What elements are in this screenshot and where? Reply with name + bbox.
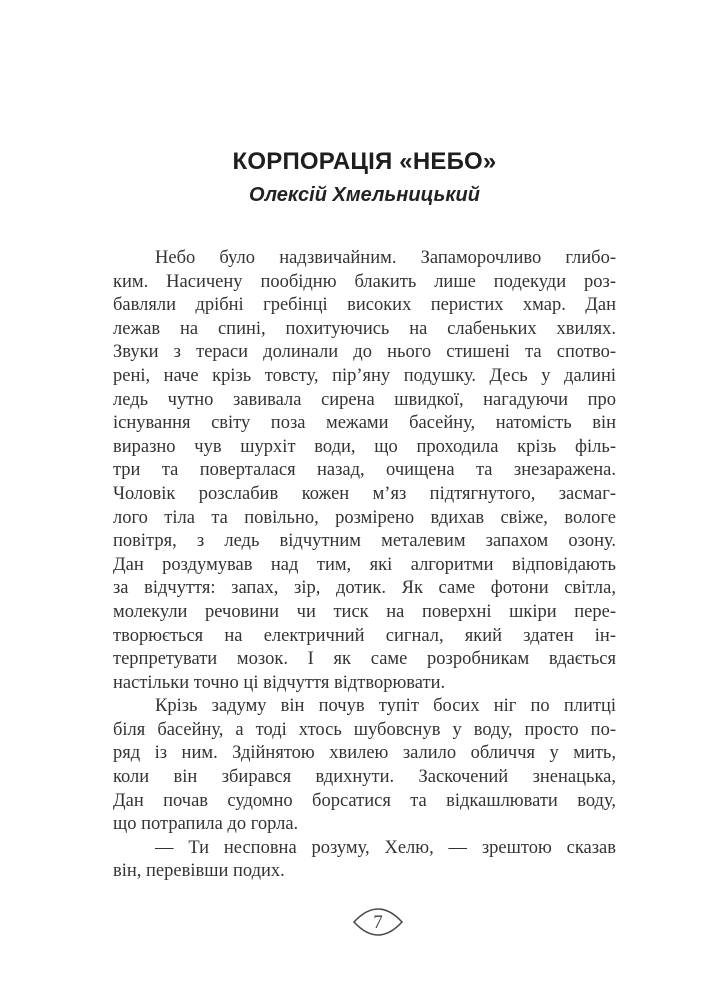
text-line: лежав на спині, похитуючись на слабеньких хвилях. bbox=[113, 318, 616, 339]
text-line: за відчуття: запах, зір, дотик. Як саме фотони світла, bbox=[113, 578, 616, 599]
page-footer bbox=[0, 905, 728, 939]
text-line: Небо було надзвичайним. Запаморочливо глибо- bbox=[155, 248, 616, 268]
text-line: творюється на електричний сигнал, який здатен ін- bbox=[113, 625, 616, 646]
text-line: настільки точно ці відчуття відтворювати. bbox=[113, 672, 446, 693]
text-line: бавляли дрібні гребінці високих перистих хмар. Дан bbox=[113, 295, 616, 316]
text-line: біля басейну, а тоді хтось шубовснув у воду, просто по- bbox=[113, 719, 616, 740]
text-line: — Ти несповна розуму, Хелю, — зрештою сказав bbox=[155, 837, 616, 858]
book-author: Олексій Хмельницький bbox=[249, 184, 480, 206]
text-line: рені, наче крізь товсту, пір’яну подушку. Десь у далині bbox=[113, 365, 616, 386]
text-line: він, перевівши подих. bbox=[113, 861, 285, 882]
text-line: ледь чутно завивала сирена швидкої, нагадуючи про bbox=[113, 389, 616, 410]
text-line: повітря, з ледь відчутним металевим запахом озону. bbox=[113, 531, 616, 552]
text-line: існування світу поза межами басейну, натомість він bbox=[113, 413, 616, 434]
text-line: виразно чув шурхіт води, що проходила крізь філь- bbox=[113, 436, 616, 457]
text-line: три та поверталася назад, очищена та знезаражена. bbox=[113, 460, 616, 481]
text-line: ким. Насичену пообідню блакить лише подекуди роз- bbox=[113, 271, 616, 292]
text-line: ряд із ним. Здійнятою хвилею залило обличчя у мить, bbox=[113, 743, 616, 764]
text-line: Крізь задуму він почув тупіт босих ніг по плитці bbox=[155, 696, 616, 717]
page-number: 7 bbox=[373, 911, 383, 933]
text-line: Дан роздумував над тим, які алгоритми відповідають bbox=[113, 554, 616, 575]
text-line: Чоловік розслабив кожен м’яз підтягнутого, засмаг- bbox=[113, 483, 616, 504]
text-line: лого тіла та повільно, розмірено вдихав свіже, вологе bbox=[113, 507, 616, 528]
text-line: коли він збирався вдихнути. Заскочений зненацька, bbox=[113, 767, 616, 788]
text-line: Дан почав судомно борсатися та відкашлювати воду, bbox=[113, 790, 616, 811]
text-line: молекули речовини чи тиск на поверхні шкіри пере- bbox=[113, 601, 616, 622]
text-line: терпретувати мозок. І як саме розробникам вдається bbox=[113, 649, 616, 670]
body-text bbox=[113, 247, 616, 884]
chapter-heading bbox=[113, 148, 616, 207]
text-line: Звуки з тераси долинали до нього стишені та спотво- bbox=[113, 342, 616, 363]
book-title: КОРПОРАЦІЯ «НЕБО» bbox=[232, 148, 497, 175]
page-number-ornament bbox=[352, 905, 404, 939]
text-line: що потрапила до горла. bbox=[113, 814, 299, 835]
